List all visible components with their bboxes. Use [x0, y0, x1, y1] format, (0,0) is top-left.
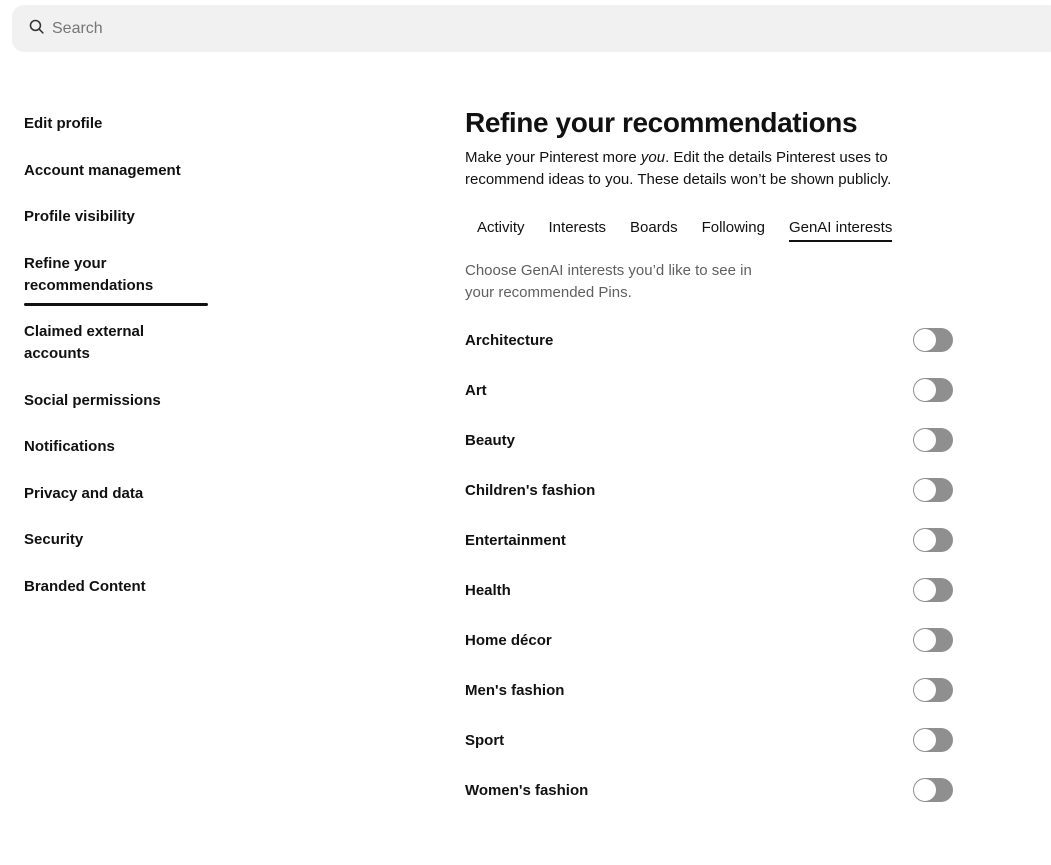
toggle-knob: [914, 329, 936, 351]
sidebar-item-claimed-external-accounts[interactable]: Claimed external accounts: [24, 322, 145, 362]
interest-label: Women's fashion: [465, 781, 589, 799]
tab-following[interactable]: Following: [701, 219, 765, 236]
sidebar-item-refine-recommendations[interactable]: Refine your recommendations: [24, 253, 208, 298]
toggle-knob: [914, 579, 936, 601]
interest-label: Health: [465, 581, 511, 599]
interest-toggle-architecture[interactable]: [913, 328, 953, 352]
sidebar-item-profile-visibility[interactable]: Profile visibility: [24, 208, 135, 225]
interest-row-entertainment: [465, 515, 953, 565]
recommendation-tabs: [477, 219, 892, 242]
interest-toggle-sport[interactable]: [913, 728, 953, 752]
interest-label: Sport: [465, 731, 505, 749]
toggle-knob: [914, 629, 936, 651]
sidebar-item-social-permissions[interactable]: Social permissions: [24, 391, 161, 409]
interest-label: Art: [465, 381, 487, 399]
interest-row-architecture: [465, 315, 953, 365]
interest-toggle-women-s-fashion[interactable]: [913, 778, 953, 802]
interest-toggle-art[interactable]: [913, 378, 953, 402]
interest-row-home-d-cor: [465, 615, 953, 665]
interest-row-beauty: [465, 415, 953, 465]
interest-toggle-children-s-fashion[interactable]: [913, 478, 953, 502]
toggle-knob: [914, 679, 936, 701]
search-input[interactable]: [52, 20, 952, 38]
interest-toggle-health[interactable]: [913, 578, 953, 602]
search-icon: [28, 18, 45, 40]
interest-toggle-men-s-fashion[interactable]: [913, 678, 953, 702]
tab-activity[interactable]: Activity: [477, 219, 525, 236]
search-bar[interactable]: [12, 5, 1051, 52]
settings-sidebar: [24, 113, 208, 598]
page-title: Refine your recommendations: [465, 107, 858, 138]
interest-toggle-entertainment[interactable]: [913, 528, 953, 552]
interest-label: Entertainment: [465, 531, 566, 549]
toggle-knob: [914, 529, 936, 551]
interest-row-health: [465, 565, 953, 615]
main-content: [465, 104, 955, 799]
interest-row-art: [465, 365, 953, 415]
sidebar-item-notifications[interactable]: Notifications: [24, 438, 115, 455]
interest-label: Home décor: [465, 631, 552, 649]
interest-row-men-s-fashion: [465, 665, 953, 715]
sidebar-item-branded-content[interactable]: Branded Content: [24, 577, 146, 595]
sidebar-item-privacy-and-data[interactable]: Privacy and data: [24, 484, 144, 502]
interest-row-sport: [465, 715, 953, 765]
tab-genai-interests[interactable]: GenAI interests: [789, 219, 892, 242]
sidebar-item-account-management[interactable]: Account management: [24, 161, 181, 179]
interest-toggle-beauty[interactable]: [913, 428, 953, 452]
toggle-knob: [914, 379, 936, 401]
interest-toggle-home-d-cor[interactable]: [913, 628, 953, 652]
subtitle-text-start: Make your Pinterest more: [465, 149, 641, 166]
page-subtitle: [465, 147, 945, 191]
toggle-knob: [914, 729, 936, 751]
interest-label: Architecture: [465, 331, 554, 349]
toggle-knob: [914, 779, 936, 801]
interest-label: Beauty: [465, 431, 516, 449]
toggle-knob: [914, 429, 936, 451]
genai-description: Choose GenAI interests you’d like to see in your recommended Pins.: [465, 262, 752, 301]
toggle-knob: [914, 479, 936, 501]
subtitle-emphasis: you: [640, 149, 666, 166]
interest-label: Men's fashion: [465, 681, 565, 699]
tab-boards[interactable]: Boards: [630, 219, 678, 236]
tab-interests[interactable]: Interests: [548, 219, 607, 236]
interest-row-children-s-fashion: [465, 465, 953, 515]
interest-row-women-s-fashion: [465, 765, 953, 815]
sidebar-item-edit-profile[interactable]: Edit profile: [24, 115, 103, 132]
interest-label: Children's fashion: [465, 481, 596, 499]
sidebar-item-security[interactable]: Security: [24, 531, 84, 548]
genai-interest-list: [465, 315, 953, 815]
subtitle-text-end: . Edit the details Pinterest uses to recommend ideas to you. These details won’t be shown publicly.: [465, 149, 892, 188]
